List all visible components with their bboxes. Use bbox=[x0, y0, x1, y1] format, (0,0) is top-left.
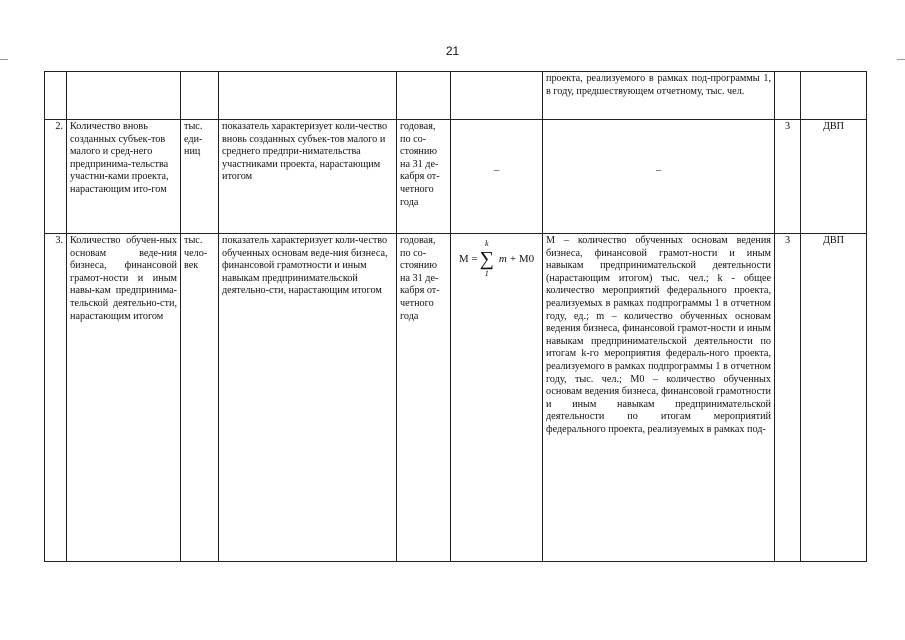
method-text: М – количество обученных основам ведения бизнеса, финансовой грамот-ности и иным навыкам предпринимательской деятельности (нарастающим итогом) тыс. чел.; k - общее количество мероприятий федерального проекта, реализуемых в рамках подпрограммы 1 в отчетном году, ед.; m – количество обученных основам ведения бизнеса, финансовой грамот-ности и иным навыкам предпринимательской деятельности по итогам k-го мероприятия федераль-ного проекта, реализуемого в рамках подпрограммы 1 в отчетном году, тыс. чел.; М0 – количество обученных основам ведения бизнеса, финансовой грамотности и иным навыкам предпринимательской деятельности по итогам мероприятий федерального проекта, реализуемых в рамках под- bbox=[543, 234, 775, 562]
cell-source bbox=[801, 72, 867, 120]
cell-name bbox=[67, 72, 181, 120]
indicator-definition: показатель характеризует коли-чество вновь созданных субъек-тов малого и среднего предпри-нимательства участниками проекта, нарастающим итогом bbox=[219, 120, 397, 234]
cell-method-code bbox=[775, 72, 801, 120]
sigma-icon: ∑ bbox=[479, 248, 494, 270]
table-row-continuation bbox=[45, 72, 867, 120]
data-source: ДВП bbox=[801, 234, 867, 562]
summation bbox=[480, 239, 494, 279]
indicator-name: Количество вновь созданных субъек-тов малого и сред-него предпринима-тельства участни-ками проекта, нарастающим ито-гом bbox=[67, 120, 181, 234]
indicator-definition: показатель характеризует коли-чество обученных основам веде-ния бизнеса, финансовой грамотности и иным навыкам предпринимательской деятельно-сти, нарастающим итогом bbox=[219, 234, 397, 562]
sum-upper-limit: k bbox=[484, 239, 489, 248]
page-number: 21 bbox=[445, 44, 460, 58]
formula-cell bbox=[451, 234, 543, 562]
formula-term: m bbox=[498, 252, 507, 265]
row-number: 2. bbox=[45, 120, 67, 234]
formula-dash: – bbox=[493, 165, 500, 176]
indicator-name: Количество обучен-ных основам веде-ния бизнеса, финансовой грамот-ности и иным навы-кам предпринима-тельской деятельно-сти, нарастающим итогом bbox=[67, 234, 181, 562]
table-row bbox=[45, 234, 867, 562]
unit-of-measure: тыс. чело-век bbox=[181, 234, 219, 562]
crop-mark-left bbox=[0, 59, 8, 60]
formula-lhs: M = bbox=[458, 252, 478, 265]
method-code: 3 bbox=[775, 234, 801, 562]
indicators-table bbox=[44, 71, 867, 562]
sum-lower-limit: 1 bbox=[484, 269, 489, 278]
cell-definition bbox=[219, 72, 397, 120]
cell-unit bbox=[181, 72, 219, 120]
periodicity: годовая, по со-стоянию на 31 де-кабря от-четного года bbox=[397, 234, 451, 562]
periodicity: годовая, по со-стоянию на 31 де-кабря от-четного года bbox=[397, 120, 451, 234]
row-number: 3. bbox=[45, 234, 67, 562]
crop-mark-right bbox=[897, 59, 905, 60]
formula-rhs: + M0 bbox=[509, 252, 535, 265]
data-source: ДВП bbox=[801, 120, 867, 234]
method-code: 3 bbox=[775, 120, 801, 234]
formula bbox=[454, 239, 539, 279]
table-row bbox=[45, 120, 867, 234]
unit-of-measure: тыс. еди-ниц bbox=[181, 120, 219, 234]
cell-num bbox=[45, 72, 67, 120]
cell-formula bbox=[451, 72, 543, 120]
formula-cell bbox=[451, 120, 543, 234]
method-cell bbox=[543, 120, 775, 234]
cell-method-text: проекта, реализуемого в рамках под-программы 1, в году, предшествующем отчетному, тыс. чел. bbox=[543, 72, 775, 120]
cell-periodicity bbox=[397, 72, 451, 120]
method-dash: – bbox=[655, 165, 662, 176]
